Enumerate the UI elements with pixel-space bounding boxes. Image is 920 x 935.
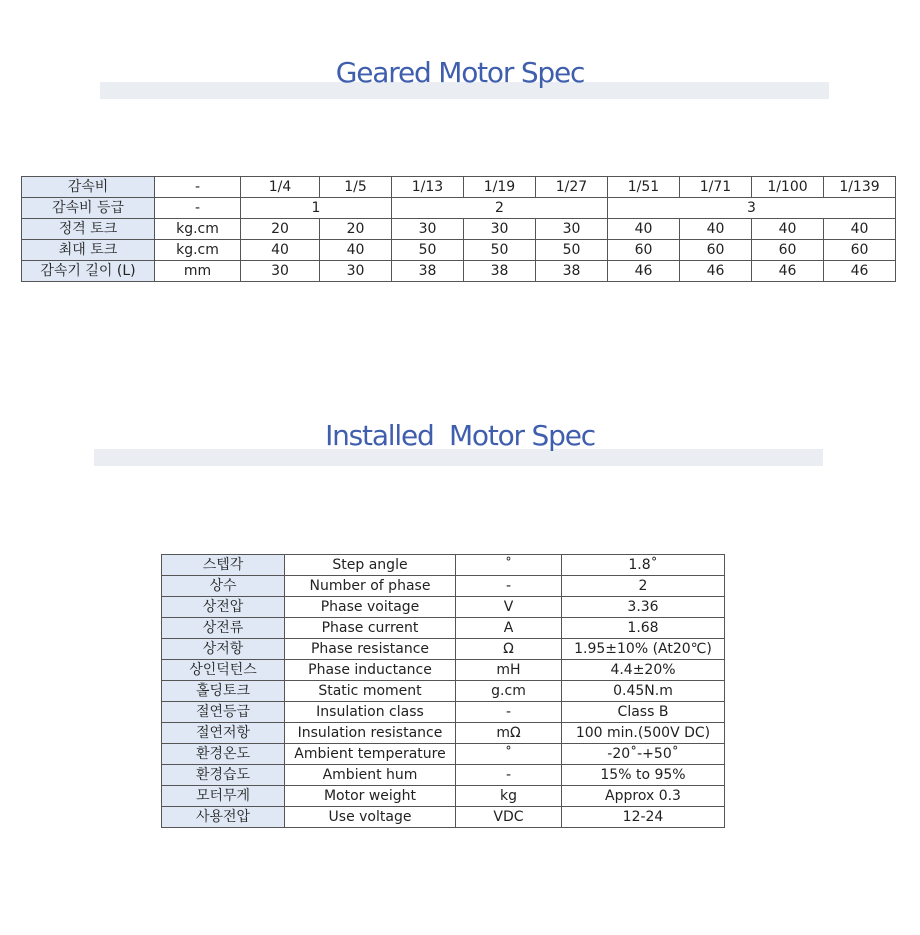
table-cell-unit: Ω	[456, 639, 562, 660]
table-cell: 50	[536, 240, 608, 261]
installed-row	[162, 723, 725, 744]
table-cell-ko: 절연등급	[162, 702, 285, 723]
table-cell: kg.cm	[155, 240, 241, 261]
table-cell-unit: kg	[456, 786, 562, 807]
table-cell-value: 15% to 95%	[562, 765, 725, 786]
table-cell-en: Static moment	[285, 681, 456, 702]
table-cell: 20	[320, 219, 392, 240]
geared-spec-table	[21, 176, 896, 282]
table-cell-value: 0.45N.m	[562, 681, 725, 702]
table-cell-en: Insulation class	[285, 702, 456, 723]
table-cell-ko: 상전압	[162, 597, 285, 618]
table-cell-value: 100 min.(500V DC)	[562, 723, 725, 744]
table-cell: 60	[608, 240, 680, 261]
installed-row	[162, 744, 725, 765]
installed-row	[162, 618, 725, 639]
table-cell-unit: A	[456, 618, 562, 639]
table-cell-en: Ambient temperature	[285, 744, 456, 765]
table-cell-ko: 환경습도	[162, 765, 285, 786]
installed-row	[162, 681, 725, 702]
table-cell-ko: 절연저항	[162, 723, 285, 744]
table-cell-unit: g.cm	[456, 681, 562, 702]
table-cell: 38	[536, 261, 608, 282]
table-cell-value: 1.8˚	[562, 555, 725, 576]
table-cell-unit: V	[456, 597, 562, 618]
table-cell-value: 12-24	[562, 807, 725, 828]
table-cell: 감속비 등급	[22, 198, 155, 219]
table-cell-en: Phase inductance	[285, 660, 456, 681]
table-cell: 20	[241, 219, 320, 240]
table-cell-ko: 사용전압	[162, 807, 285, 828]
table-cell-en: Phase resistance	[285, 639, 456, 660]
table-cell-ko: 상수	[162, 576, 285, 597]
table-cell: 40	[241, 240, 320, 261]
table-cell: 38	[464, 261, 536, 282]
table-cell-en: Motor weight	[285, 786, 456, 807]
table-cell: 1/4	[241, 177, 320, 198]
table-cell: 2	[392, 198, 608, 219]
table-cell: 1/5	[320, 177, 392, 198]
table-cell: 50	[464, 240, 536, 261]
table-cell-ko: 상전류	[162, 618, 285, 639]
table-cell: 30	[536, 219, 608, 240]
table-cell: 1/100	[752, 177, 824, 198]
installed-row	[162, 639, 725, 660]
table-cell: 40	[608, 219, 680, 240]
table-cell: 30	[392, 219, 464, 240]
table-cell-en: Ambient hum	[285, 765, 456, 786]
table-cell: 30	[241, 261, 320, 282]
table-cell: 60	[680, 240, 752, 261]
table-cell-value: 1.68	[562, 618, 725, 639]
table-cell: 40	[680, 219, 752, 240]
table-cell-en: Number of phase	[285, 576, 456, 597]
table-cell-value: 4.4±20%	[562, 660, 725, 681]
table-cell-ko: 모터무게	[162, 786, 285, 807]
table-cell-value: 2	[562, 576, 725, 597]
table-cell-unit: -	[456, 765, 562, 786]
table-cell: 50	[392, 240, 464, 261]
installed-row	[162, 576, 725, 597]
table-cell: 46	[680, 261, 752, 282]
installed-row	[162, 786, 725, 807]
installed-row	[162, 702, 725, 723]
table-cell: 1/27	[536, 177, 608, 198]
installed-row	[162, 597, 725, 618]
table-cell-value: Approx 0.3	[562, 786, 725, 807]
table-cell: 30	[320, 261, 392, 282]
installed-row	[162, 660, 725, 681]
geared-row	[22, 198, 896, 219]
table-cell: kg.cm	[155, 219, 241, 240]
table-cell: 1/13	[392, 177, 464, 198]
table-cell: 감속비	[22, 177, 155, 198]
table-cell: 40	[320, 240, 392, 261]
table-cell-value: -20˚-+50˚	[562, 744, 725, 765]
table-cell-unit: VDC	[456, 807, 562, 828]
table-cell: 감속기 길이 (L)	[22, 261, 155, 282]
table-cell-ko: 홀딩토크	[162, 681, 285, 702]
table-cell: 최대 토크	[22, 240, 155, 261]
geared-row	[22, 177, 896, 198]
table-cell: 1/71	[680, 177, 752, 198]
table-cell: 60	[824, 240, 896, 261]
table-cell-en: Use voltage	[285, 807, 456, 828]
geared-row	[22, 240, 896, 261]
table-cell-unit: ˚	[456, 744, 562, 765]
table-cell: 정격 토크	[22, 219, 155, 240]
table-cell: -	[155, 177, 241, 198]
table-cell: 1	[241, 198, 392, 219]
table-cell-ko: 환경온도	[162, 744, 285, 765]
table-cell: 60	[752, 240, 824, 261]
table-cell: mm	[155, 261, 241, 282]
geared-row	[22, 219, 896, 240]
table-cell-ko: 스텝각	[162, 555, 285, 576]
table-cell-en: Phase voitage	[285, 597, 456, 618]
installed-title: Installed Motor Spec	[325, 419, 595, 452]
table-cell: 46	[608, 261, 680, 282]
table-cell: 1/19	[464, 177, 536, 198]
table-cell-unit: -	[456, 702, 562, 723]
table-cell-ko: 상저항	[162, 639, 285, 660]
table-cell-value: Class B	[562, 702, 725, 723]
table-cell-ko: 상인덕턴스	[162, 660, 285, 681]
table-cell-unit: ˚	[456, 555, 562, 576]
table-cell-unit: mΩ	[456, 723, 562, 744]
table-cell: 38	[392, 261, 464, 282]
table-cell: 1/51	[608, 177, 680, 198]
installed-row	[162, 807, 725, 828]
geared-title: Geared Motor Spec	[335, 56, 585, 89]
installed-spec-table	[161, 554, 725, 828]
table-cell-en: Insulation resistance	[285, 723, 456, 744]
table-cell: -	[155, 198, 241, 219]
table-cell-en: Phase current	[285, 618, 456, 639]
installed-row	[162, 555, 725, 576]
table-cell: 1/139	[824, 177, 896, 198]
installed-row	[162, 765, 725, 786]
geared-row	[22, 261, 896, 282]
table-cell-unit: -	[456, 576, 562, 597]
table-cell: 46	[824, 261, 896, 282]
table-cell-en: Step angle	[285, 555, 456, 576]
table-cell: 46	[752, 261, 824, 282]
table-cell: 40	[752, 219, 824, 240]
table-cell: 30	[464, 219, 536, 240]
table-cell-value: 1.95±10% (At20℃)	[562, 639, 725, 660]
table-cell: 40	[824, 219, 896, 240]
table-cell-value: 3.36	[562, 597, 725, 618]
table-cell: 3	[608, 198, 896, 219]
table-cell-unit: mH	[456, 660, 562, 681]
